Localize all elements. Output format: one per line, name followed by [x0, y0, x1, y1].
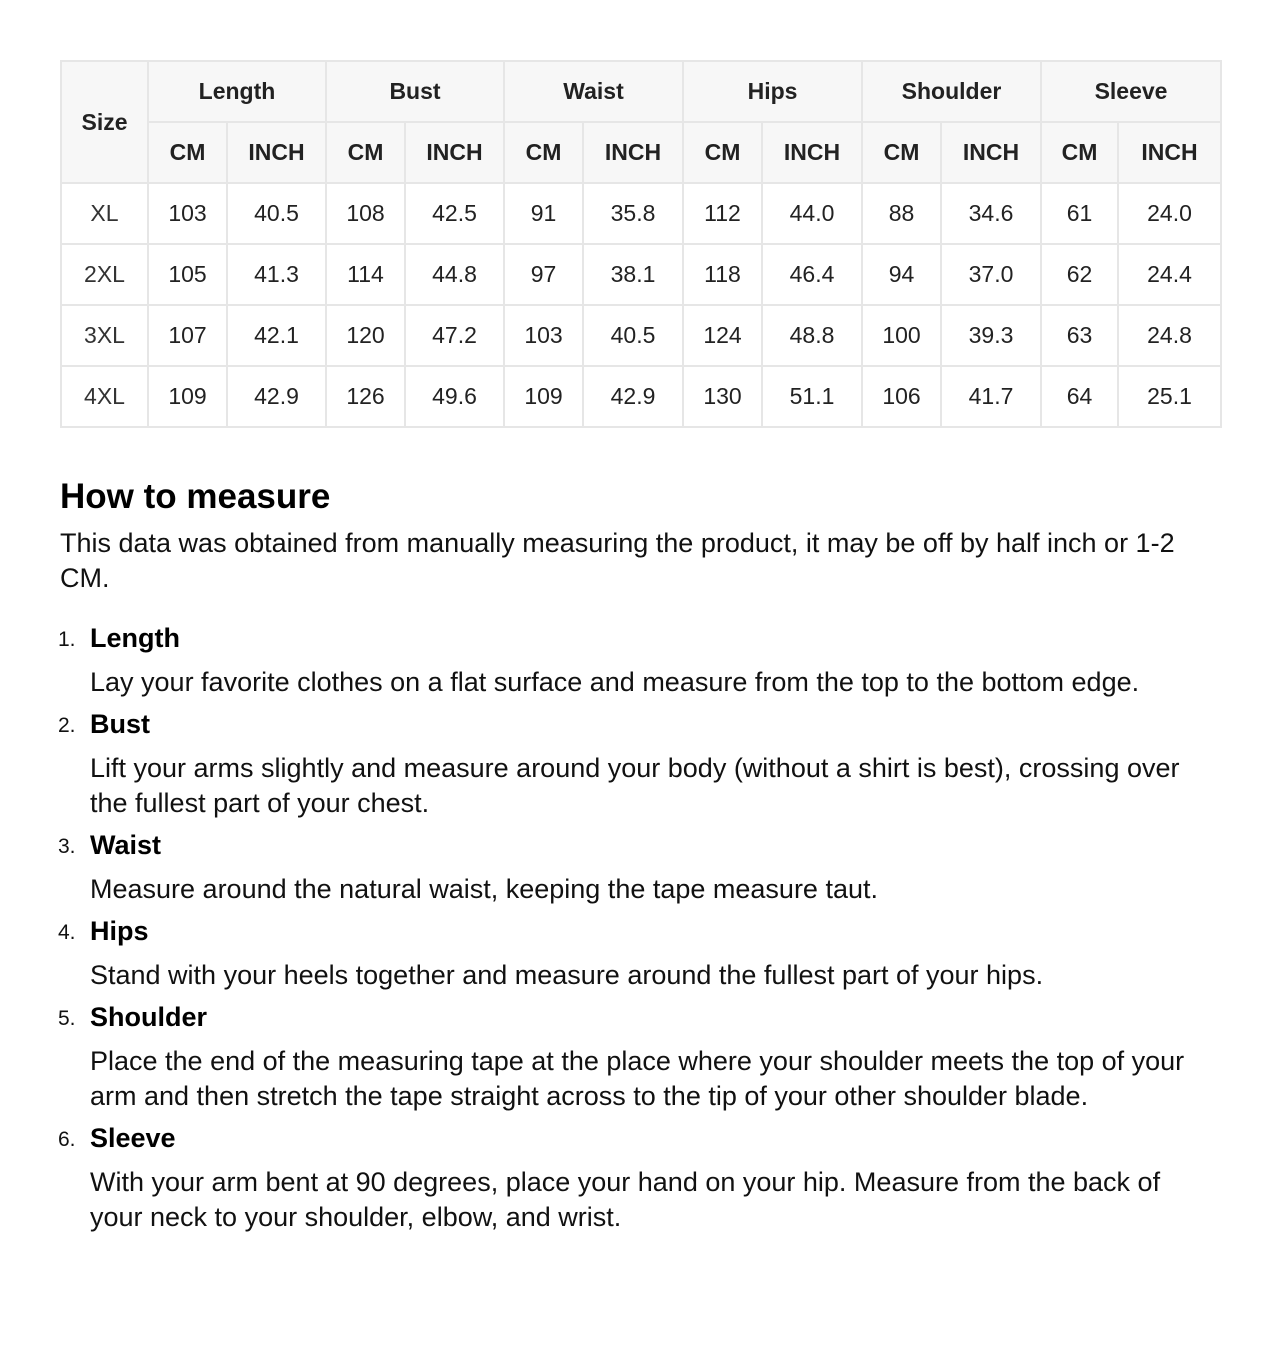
group-header-shoulder: Shoulder: [862, 61, 1041, 122]
list-item: [60, 999, 1220, 1114]
size-chart-table: [60, 60, 1222, 428]
list-item: [60, 913, 1220, 993]
table-cell: 114: [326, 244, 405, 305]
table-cell: 40.5: [227, 183, 326, 244]
table-cell: 48.8: [762, 305, 862, 366]
table-cell: 25.1: [1118, 366, 1221, 427]
unit-header-inch: INCH: [941, 122, 1041, 183]
list-item-number: 6.: [58, 1128, 76, 1151]
list-item-title: Bust: [90, 709, 150, 739]
table-cell: 47.2: [405, 305, 504, 366]
table-cell: 61: [1041, 183, 1118, 244]
size-cell: 2XL: [61, 244, 148, 305]
list-item: [60, 620, 1220, 700]
table-cell: 24.8: [1118, 305, 1221, 366]
unit-header-cm: CM: [326, 122, 405, 183]
measure-instructions-list: [60, 620, 1220, 1235]
size-column-header: Size: [61, 61, 148, 183]
list-item-number: 5.: [58, 1007, 76, 1030]
group-header-hips: Hips: [683, 61, 862, 122]
group-header-length: Length: [148, 61, 326, 122]
list-item-description: Measure around the natural waist, keeping the tape measure taut.: [90, 874, 878, 904]
list-item: [60, 706, 1220, 821]
group-header-sleeve: Sleeve: [1041, 61, 1221, 122]
unit-header-inch: INCH: [227, 122, 326, 183]
table-cell: 49.6: [405, 366, 504, 427]
table-cell: 94: [862, 244, 941, 305]
table-cell: 24.0: [1118, 183, 1221, 244]
size-chart-header: [61, 61, 1221, 183]
list-item-number: 1.: [58, 628, 76, 651]
section-title: How to measure: [60, 477, 331, 516]
table-cell: 62: [1041, 244, 1118, 305]
intro-paragraph: This data was obtained from manually measuring the product, it may be off by half inch or 1-2 CM.: [60, 528, 1175, 593]
table-row: [61, 244, 1221, 305]
table-cell: 40.5: [583, 305, 683, 366]
table-cell: 35.8: [583, 183, 683, 244]
size-cell: 4XL: [61, 366, 148, 427]
table-row: [61, 183, 1221, 244]
table-cell: 42.5: [405, 183, 504, 244]
unit-header-inch: INCH: [583, 122, 683, 183]
table-cell: 42.1: [227, 305, 326, 366]
unit-header-cm: CM: [148, 122, 227, 183]
table-cell: 24.4: [1118, 244, 1221, 305]
table-cell: 126: [326, 366, 405, 427]
table-cell: 124: [683, 305, 762, 366]
table-cell: 103: [148, 183, 227, 244]
table-cell: 63: [1041, 305, 1118, 366]
table-cell: 105: [148, 244, 227, 305]
list-item-description: Lay your favorite clothes on a flat surface and measure from the top to the bottom edge.: [90, 667, 1140, 697]
group-header-waist: Waist: [504, 61, 683, 122]
list-item-title: Sleeve: [90, 1123, 176, 1153]
unit-header-row: [61, 122, 1221, 183]
table-cell: 108: [326, 183, 405, 244]
unit-header-cm: CM: [504, 122, 583, 183]
size-cell: XL: [61, 183, 148, 244]
list-item-title: Hips: [90, 916, 149, 946]
list-item-number: 3.: [58, 835, 76, 858]
list-item-description: Lift your arms slightly and measure around your body (without a shirt is best), crossing over the fullest part of your chest.: [90, 753, 1180, 818]
list-item-title: Shoulder: [90, 1002, 208, 1032]
size-chart-body: [61, 183, 1221, 427]
table-cell: 107: [148, 305, 227, 366]
unit-header-cm: CM: [862, 122, 941, 183]
table-cell: 44.8: [405, 244, 504, 305]
list-item: [60, 827, 1220, 907]
table-cell: 37.0: [941, 244, 1041, 305]
table-cell: 109: [504, 366, 583, 427]
table-cell: 100: [862, 305, 941, 366]
table-row: [61, 305, 1221, 366]
list-item-title: Waist: [90, 830, 162, 860]
table-cell: 130: [683, 366, 762, 427]
table-cell: 41.3: [227, 244, 326, 305]
table-cell: 120: [326, 305, 405, 366]
table-cell: 42.9: [583, 366, 683, 427]
table-row: [61, 366, 1221, 427]
table-cell: 34.6: [941, 183, 1041, 244]
table-cell: 103: [504, 305, 583, 366]
size-cell: 3XL: [61, 305, 148, 366]
table-cell: 42.9: [227, 366, 326, 427]
unit-header-inch: INCH: [762, 122, 862, 183]
list-item: [60, 1120, 1220, 1235]
table-cell: 109: [148, 366, 227, 427]
list-item-description: With your arm bent at 90 degrees, place your hand on your hip. Measure from the back of your neck to your shoulder, elbow, and wrist.: [90, 1167, 1161, 1232]
unit-header-cm: CM: [1041, 122, 1118, 183]
unit-header-inch: INCH: [405, 122, 504, 183]
list-item-description: Stand with your heels together and measure around the fullest part of your hips.: [90, 960, 1044, 990]
unit-header-cm: CM: [683, 122, 762, 183]
table-cell: 106: [862, 366, 941, 427]
table-cell: 88: [862, 183, 941, 244]
table-cell: 64: [1041, 366, 1118, 427]
list-item-description: Place the end of the measuring tape at the place where your shoulder meets the top of your arm and then stretch the tape straight across to the tip of your other shoulder blade.: [90, 1046, 1185, 1111]
how-to-measure-section: [60, 474, 1220, 1241]
table-cell: 91: [504, 183, 583, 244]
table-cell: 112: [683, 183, 762, 244]
table-cell: 39.3: [941, 305, 1041, 366]
table-cell: 46.4: [762, 244, 862, 305]
group-header-row: [61, 61, 1221, 122]
table-cell: 97: [504, 244, 583, 305]
table-cell: 118: [683, 244, 762, 305]
list-item-number: 2.: [58, 714, 76, 737]
unit-header-inch: INCH: [1118, 122, 1221, 183]
list-item-title: Length: [90, 623, 180, 653]
table-cell: 51.1: [762, 366, 862, 427]
table-cell: 44.0: [762, 183, 862, 244]
table-cell: 38.1: [583, 244, 683, 305]
list-item-number: 4.: [58, 921, 76, 944]
table-cell: 41.7: [941, 366, 1041, 427]
group-header-bust: Bust: [326, 61, 504, 122]
